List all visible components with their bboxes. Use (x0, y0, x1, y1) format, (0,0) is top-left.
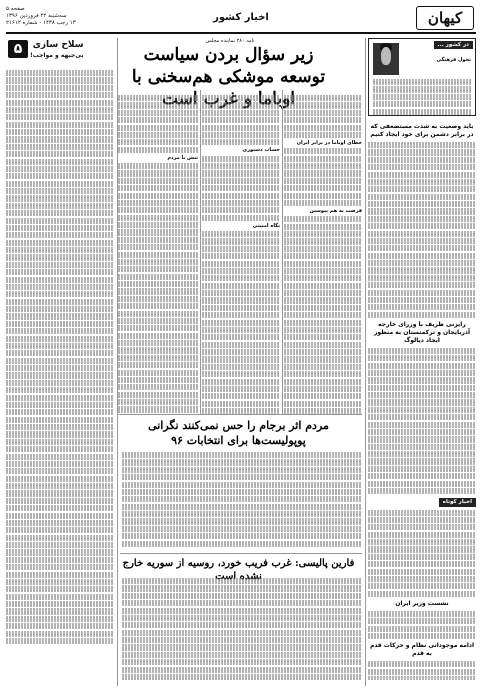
page-label: صفحه ۵ (6, 6, 25, 12)
issue-meta (6, 6, 136, 27)
right-head-2: رایزنی ظریف با وزرای خارجه آذربایجان و ترکمنستان به منظور ایجاد دیالوگ (373, 320, 471, 344)
headline-2: مردم اثر برجام را حس نمی‌کنند نگرانی پوپولیست‌ها برای انتخابات ۹۶ (148, 419, 329, 447)
center-right-column (284, 95, 362, 415)
sub-head-5: تنش با مردم (167, 154, 198, 161)
left-column-title (30, 40, 84, 59)
left-column (6, 70, 114, 680)
issue-line: ۱۳ رجب ۱۴۳۸ - شماره ۲۱۶۱۲ (6, 20, 76, 26)
headline-3: فارین پالیسی: غرب فریب خورد، روسیه از سوریه خارج نشده است (122, 558, 355, 582)
masthead (6, 4, 476, 34)
sub-head-1: خطای اوباما در برابر ایران (296, 140, 362, 147)
left-column-title-text: سلاح سازی (32, 40, 84, 50)
left-column-subtitle: بی‌جبهه و مواجب! (30, 52, 84, 59)
headline-2-body (122, 452, 362, 552)
editorial-box (368, 38, 476, 116)
right-bottom-head-1: نشست وزیر ایران (395, 599, 449, 607)
news-box-label: اخبار کوتاه (439, 498, 476, 506)
column-rule (282, 90, 283, 415)
editorial-box-label: در کشور ... (434, 41, 474, 49)
sub-head-2: فرصت به هم پیوستن (309, 208, 362, 215)
right-column (368, 120, 476, 680)
column-rule (117, 38, 118, 686)
newspaper-logo: کیهان (416, 6, 474, 30)
editorial-caption: تحول فرهنگی (436, 57, 471, 63)
headline-3-body (122, 578, 362, 684)
main-kicker: نامه ۲۸۰ نماینده مجلس (205, 38, 255, 44)
portrait-photo (373, 43, 399, 75)
center-column (202, 95, 280, 415)
date-line: سه‌شنبه ۲۲ فروردین ۱۳۹۶ (6, 13, 67, 19)
column-rule (365, 38, 366, 686)
sub-head-3: حساب دستوری (242, 147, 280, 154)
section-rule (120, 414, 362, 415)
column-rule (200, 90, 201, 415)
column-number-badge: ۵ (8, 40, 28, 58)
main-headline: زیر سؤال بردن سیاست توسعه موشکی هم‌سخنی با اوباما و غرب است (131, 45, 326, 109)
right-head-1: باید وضعیت به شدت مستضعفی که در برابر دشمن برای خود ایجاد کنیم (370, 123, 474, 138)
sub-head-4: نگاه امنیتی (252, 222, 280, 229)
center-left-column (118, 95, 198, 415)
section-title: اخبار کشور (213, 12, 269, 23)
right-bottom-head-2: ادامه موجوداتی نظام و حرکات قدم به قدم (369, 642, 475, 658)
section-rule (120, 553, 362, 554)
